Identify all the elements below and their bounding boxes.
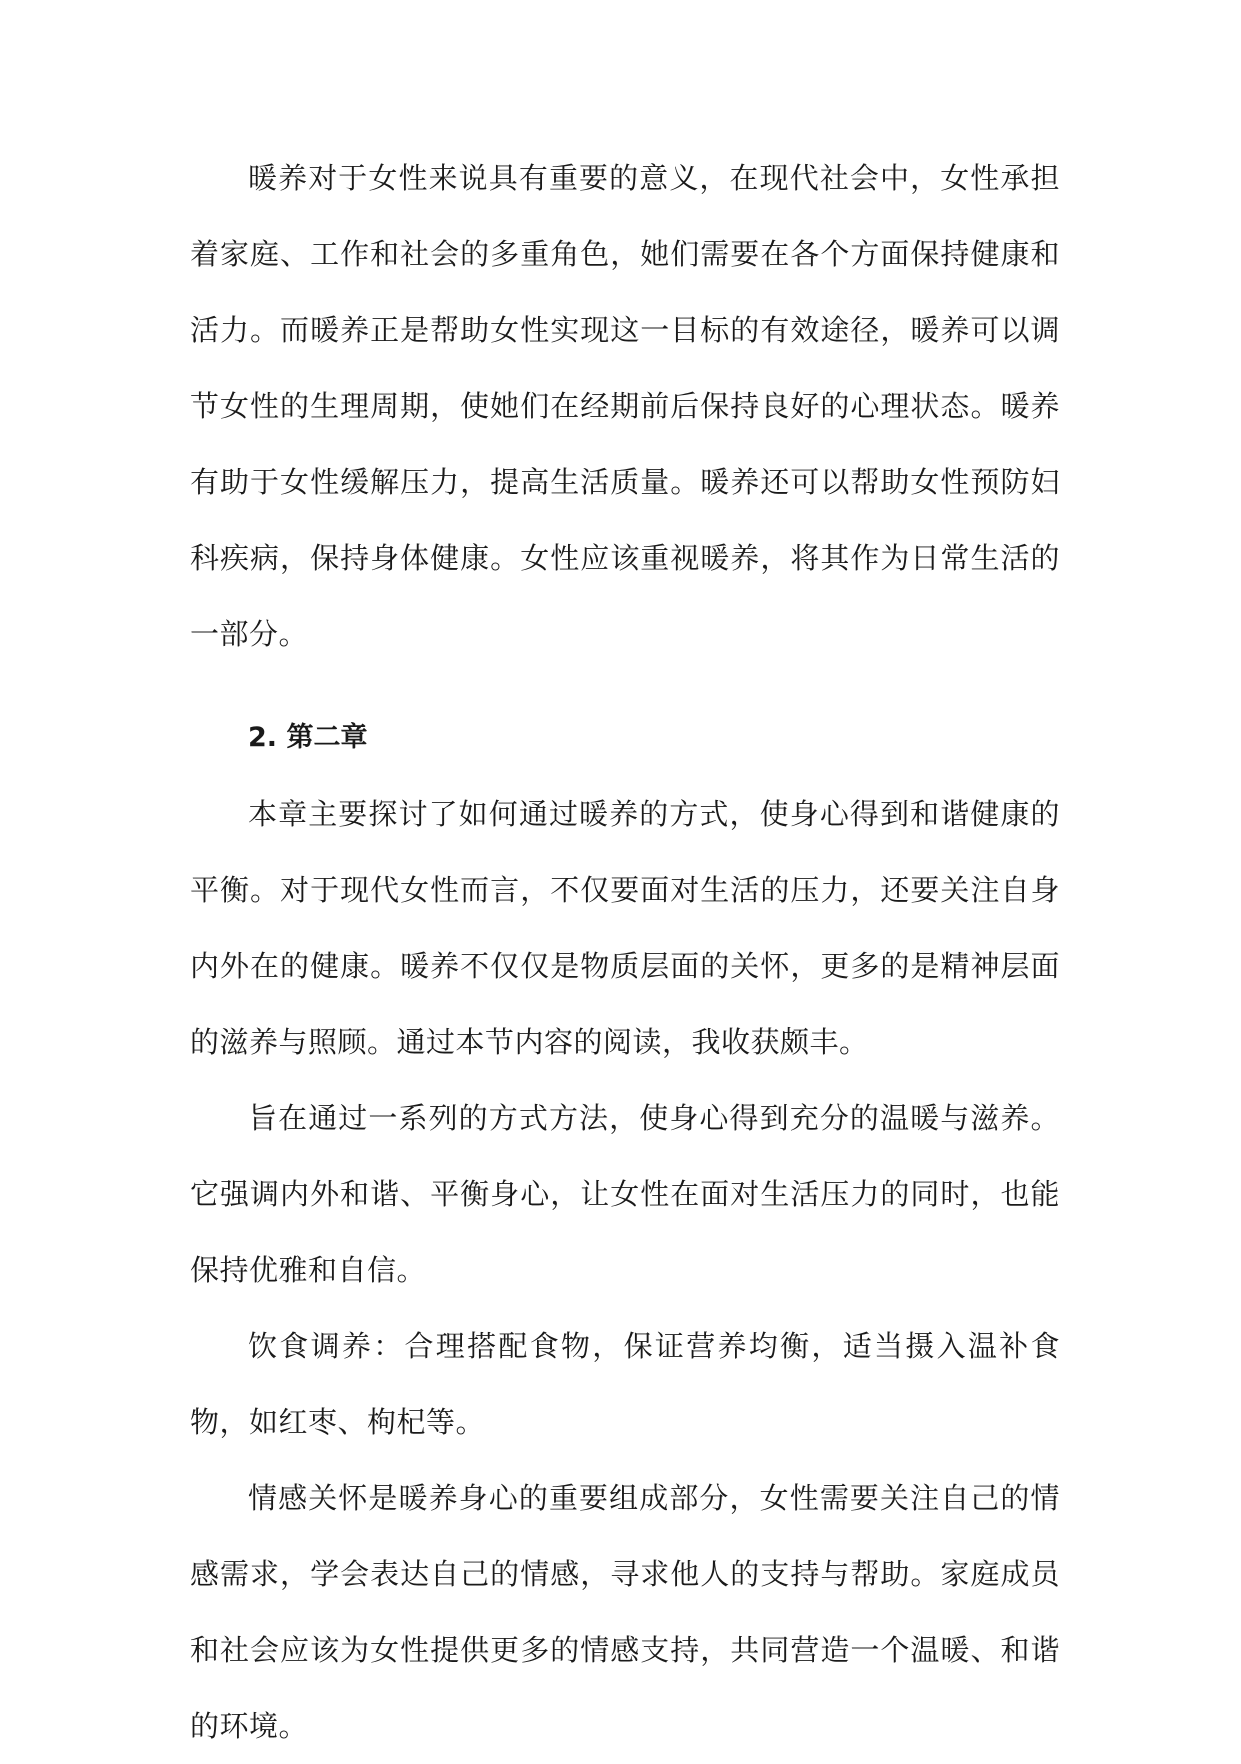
chapter-heading	[190, 700, 1060, 776]
chapter-number: 2.	[248, 722, 278, 753]
chapter-title: 第二章	[286, 722, 368, 753]
document-body	[190, 140, 1060, 1764]
paragraph-chapter-1: 本章主要探讨了如何通过暖养的方式，使身心得到和谐健康的平衡。对于现代女性而言，不仅要面对生活的压力，还要关注自身内外在的健康。暖养不仅仅是物质层面的关怀，更多的是精神层面的滋养与照顾。通过本节内容的阅读，我收获颇丰。	[190, 797, 1060, 1059]
paragraph-intro: 暖养对于女性来说具有重要的意义，在现代社会中，女性承担着家庭、工作和社会的多重角色，她们需要在各个方面保持健康和活力。而暖养正是帮助女性实现这一目标的有效途径，暖养可以调节女性的生理周期，使她们在经期前后保持良好的心理状态。暖养有助于女性缓解压力，提高生活质量。暖养还可以帮助女性预防妇科疾病，保持身体健康。女性应该重视暖养，将其作为日常生活的一部分。	[190, 161, 1060, 651]
paragraph-chapter-3: 饮食调养：合理搭配食物，保证营养均衡，适当摄入温补食物，如红枣、枸杞等。	[190, 1329, 1060, 1439]
paragraph-chapter-2: 旨在通过一系列的方式方法，使身心得到充分的温暖与滋养。它强调内外和谐、平衡身心，让女性在面对生活压力的同时，也能保持优雅和自信。	[190, 1101, 1060, 1287]
paragraph-chapter-4: 情感关怀是暖养身心的重要组成部分，女性需要关注自己的情感需求，学会表达自己的情感，寻求他人的支持与帮助。家庭成员和社会应该为女性提供更多的情感支持，共同营造一个温暖、和谐的环境。	[190, 1481, 1060, 1743]
section-gap	[190, 672, 1060, 700]
